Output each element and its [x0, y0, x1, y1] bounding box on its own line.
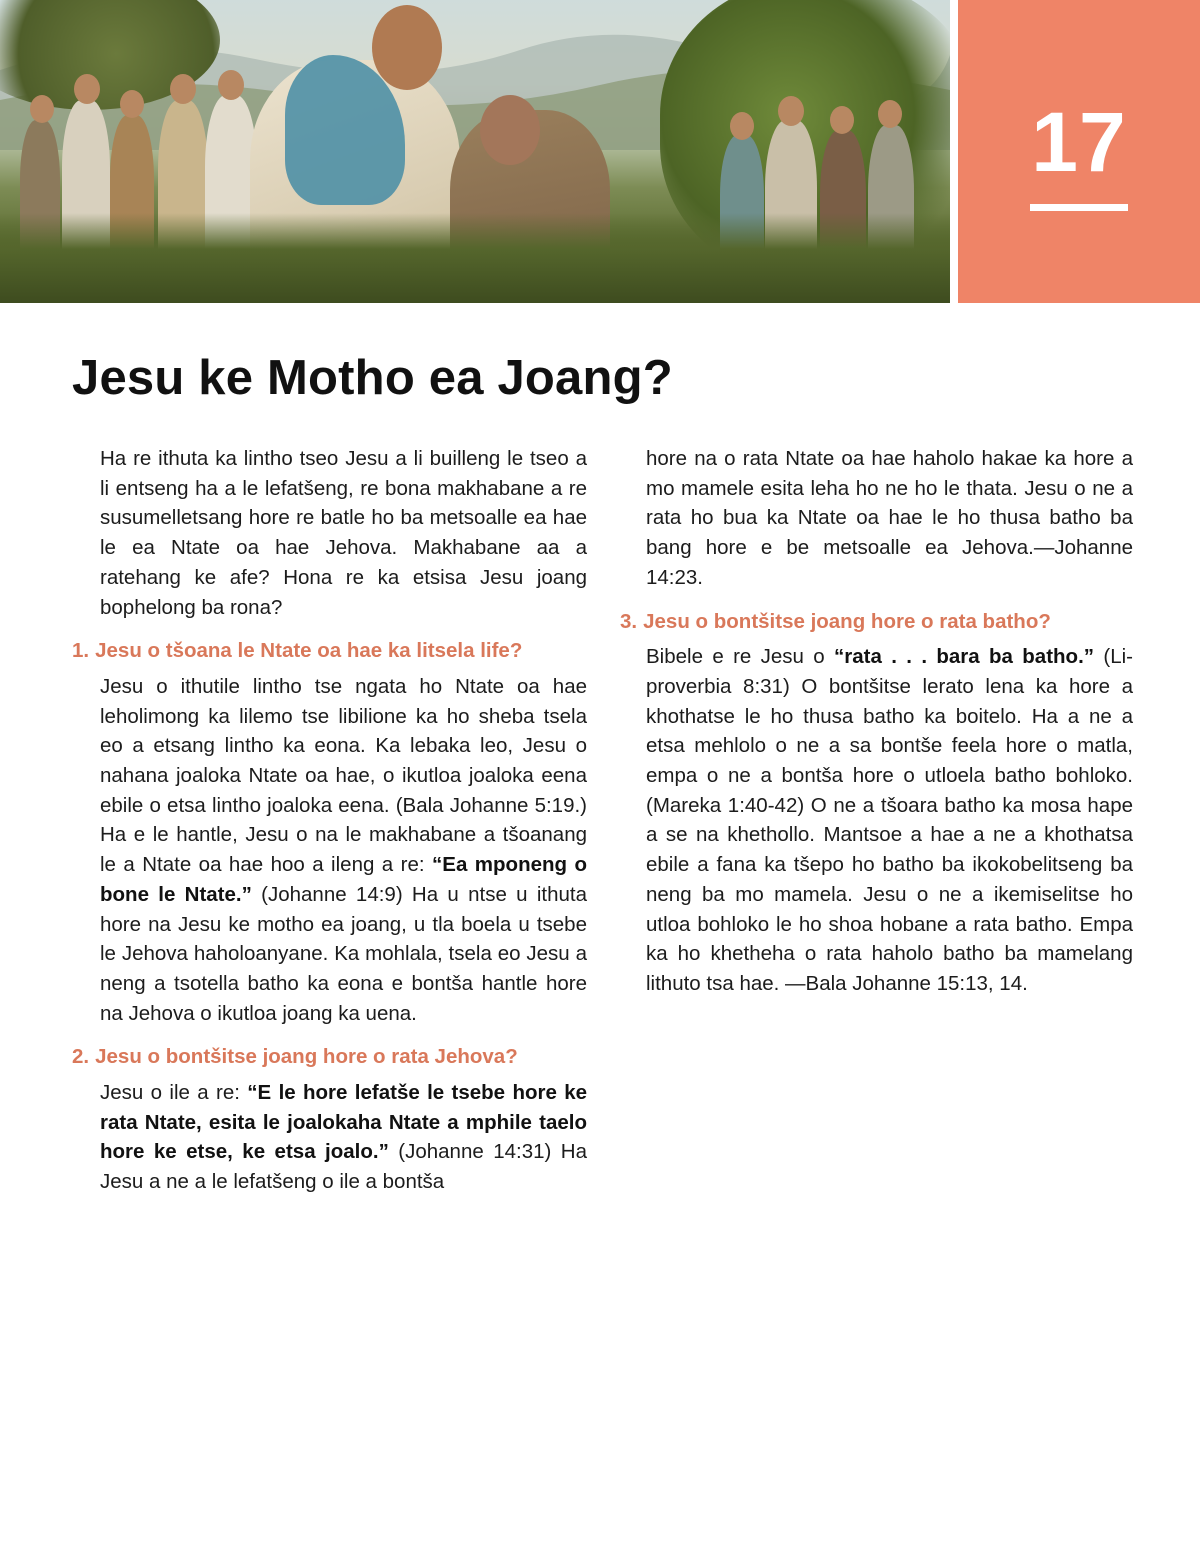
chapter-number: 17	[1031, 95, 1127, 189]
answer-paragraph-2-continued: hore na o rata Ntate oa hae haholo hakae ka hore a mo mamele esita leha ho ne ho le thata. Jesu o ne a rata ho bua ka Ntate oa hae le ho thusa batho ba bang hore e be metsoalle ea Jehova.—Johanne 14:23.	[646, 447, 1133, 589]
answer-paragraph-2	[72, 1078, 587, 1197]
crowd-head	[218, 70, 244, 100]
body-text: (Johanne 14:31) Ha Jesu a ne a le lefatšeng o ile a bontša	[100, 1140, 587, 1194]
crowd-head	[730, 112, 754, 140]
chapter-rule	[1030, 204, 1128, 211]
answer-paragraph-3	[620, 642, 1133, 998]
scripture-quote: “Ea mponeng o bone le Ntate.”	[100, 853, 588, 906]
grass-foreground	[0, 213, 950, 303]
crowd-head	[120, 90, 144, 118]
question-heading-3	[620, 607, 1133, 637]
left-column	[72, 444, 587, 1197]
body-text: Jesu o ithutile lintho tse ngata ho Ntate oa hae leholimong ka lilemo tse libilione ka ho sheba tsela eo a etsang lintho ka eona. Ka lebaka leo, Jesu o nahana joaloka Ntate oa hae, o ikutloa joaloka eena ebile o etsa lintho joaloka eena. (Bala Johanne 5:19.) Ha e le hantle, Jesu o na le makhabane a tšoanang le a Ntate oa hae hoo a ileng a re:	[100, 674, 587, 877]
question-text: Jesu o bontšitse joang hore o rata batho?	[643, 609, 1051, 633]
question-text: Jesu o tšoana le Ntate oa hae ka litsela life?	[95, 639, 523, 663]
question-number: 1.	[72, 639, 90, 663]
question-number: 3.	[620, 609, 638, 633]
question-heading-2	[72, 1042, 587, 1072]
crowd-head	[30, 95, 54, 123]
page-title: Jesu ke Motho ea Joang?	[72, 351, 673, 405]
kneeling-man-head	[480, 95, 540, 165]
crowd-head	[170, 74, 196, 104]
question-number: 2.	[72, 1045, 90, 1069]
right-column	[620, 444, 1133, 999]
crowd-head	[74, 74, 100, 104]
body-text: Jesu o ile a re:	[100, 1081, 248, 1105]
scripture-quote: “rata . . . bara ba batho.”	[834, 645, 1095, 669]
crowd-head	[830, 106, 854, 134]
body-text: Bibele e re Jesu o	[646, 645, 835, 669]
question-text: Jesu o bontšitse joang hore o rata Jehova?	[95, 1045, 518, 1069]
header-illustration	[0, 0, 950, 303]
chapter-tab	[958, 0, 1200, 303]
body-text: (Liproverbia 8:31) O bontšitse lerato lena ka hore a khothatse le ho thusa batho ka boitelo. Ha a ne a etsa mehlolo o ne a sa bontše feela hore o matla, empa o ne a bontša hore o utloela batho bohloko. (Mareka 1:40-42) O ne a tšoara batho ka mosa hape a se na khethollo. Mantsoe a hae a ne a khothatsa ebile a fana ka tšepo ho batho ba ikokobelitseng ba neng ba mo mamela. Jesu o ne a ikemiselitse ho utloa bohloko le ho shoa hobane a rata batho. Empa ka ho khetheha o rata haholo batho ba mamelang lithuto tsa hae. —Bala Johanne 15:13, 14.	[646, 645, 1133, 995]
crowd-head	[778, 96, 804, 126]
intro-paragraph: Ha re ithuta ka lintho tseo Jesu a li builleng le tseo a li entseng ha a le lefatšeng, re bona makhabane a re susumelletsang hore re batle ho ba metsoalle ea hae le ea Ntate oa hae Jehova. Makhabane aa a ratehang ke afe? Hona re ka etsisa Jesu joang bophelong ba rona?	[100, 447, 587, 619]
scripture-quote: “E le hore lefatše le tsebe hore ke rata Ntate, esita le joalokaha Ntate a mphile taelo hore ke etse, ke etsa joalo.”	[100, 1081, 588, 1164]
jesus-head	[372, 5, 442, 90]
answer-paragraph-1	[72, 672, 587, 1028]
crowd-head	[878, 100, 902, 128]
question-heading-1	[72, 636, 587, 666]
body-text: (Johanne 14:9) Ha u ntse u ithuta hore na Jesu ke motho ea joang, u tla boela u tsebe le Jehova haholoanyane. Ka mohlala, tsela eo Jesu a neng a tsotella batho ka eona e bontša hantle hore na Jehova o ikutloa joang ka uena.	[100, 882, 587, 1025]
